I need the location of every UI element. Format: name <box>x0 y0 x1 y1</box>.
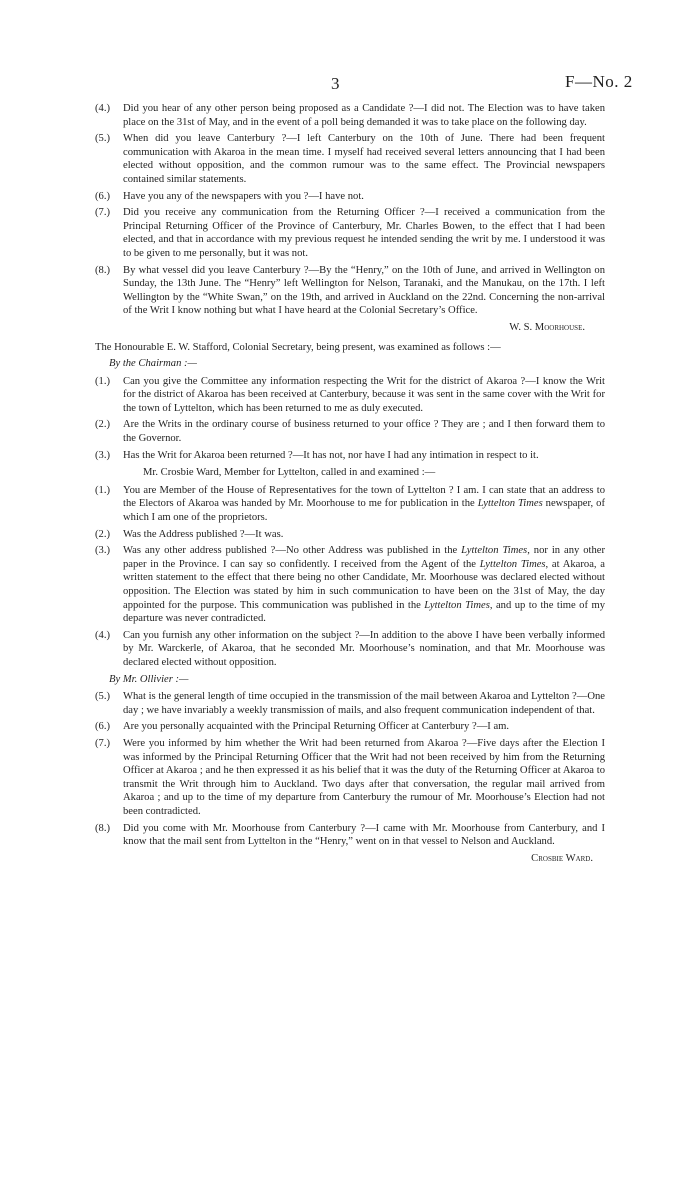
question-text: What is the general length of time occupied in the transmission of the mail between Akaroa and Lyttelton ?—One day ; we have invariably a weekly transmission of mails, and also frequent communication independent of that. <box>123 691 605 716</box>
question-text: Can you give the Committee any information respecting the Writ for the district of Akaroa ?—I know the Writ for the district of Akaroa has been received at Canterbury, because it was sent in the same cover with the Writ for the town of Lyttelton, which has been returned to me as duly executed. <box>123 375 605 414</box>
question-item: (5.) What is the general length of time occupied in the transmission of the mail between Akaroa and Lyttelton ?—One day ; we have invariably a weekly transmission of mails, and also frequent communication independent of that. <box>95 691 605 716</box>
document-body <box>95 102 605 871</box>
question-item: (6.) Have you any of the newspapers with you ?—I have not. <box>95 190 364 202</box>
page-number: 3 <box>331 74 340 93</box>
question-item: (7.) Were you informed by him whether the Writ had been returned from Akaroa ?—Five days after the Election I was informed by the Principal Returning Officer that the Writ had not been received by him from the Returning Officer at Akaroa ; and he then expressed it as his belief that it was the duty of the Returning Officer at Akaroa to transmit the Writ through him to Auckland. Two days after that conversation, the regular mail arrived from Akaroa ; and up to the time of my departure from Canterbury the rumour of Mr. Moorhouse’s Election had not been contradicted. <box>95 737 605 817</box>
question-item: (3.) Has the Writ for Akaroa been returned ?—It has not, nor have I had any intimation in respect to it. <box>95 449 539 461</box>
question-item: (8.) By what vessel did you leave Canterbury ?—By the “Henry,” on the 10th of June, and arrived in Wellington on Sunday, the 13th June. The “Henry” left Wellington for Nelson, Taranaki, and the Manukau, on the 17th. I left Wellington by the “White Swan,” on the 19th, and arrived in Auckland on the 22nd. Concerning the non-arrival of the Writ I know nothing but what I have heard at the Colonial Secretary’s Office. <box>95 264 605 317</box>
question-item: (8.) Did you come with Mr. Moorhouse from Canterbury ?—I came with Mr. Moorhouse from Canterbury, and I know that the mail sent from Lyttelton in the “Henry,” went on in that vessel to Nelson and Auckland. <box>95 822 605 848</box>
question-item: (1.) Can you give the Committee any information respecting the Writ for the district of Akaroa ?—I know the Writ for the district of Akaroa has been received at Canterbury, because it was sent in the same cover with the Writ for the town of Lyttelton, which has been returned to me as duly executed. <box>95 375 605 414</box>
question-text: Are you personally acquainted with the Principal Returning Officer at Canterbury ?—I am. <box>123 721 510 733</box>
question-text: Are the Writs in the ordinary course of business returned to your office ? They are ; and I then forward them to the Governor. <box>123 419 605 445</box>
question-item: (4.) Can you furnish any other information on the subject ?—In addition to the above I have been verbally informed by Mr. Warckerle, of Akaroa, that he seconded Mr. Moorhouse’s nomination, and that Mr. Moorhouse was declared elected without opposition. <box>95 629 605 668</box>
question-text: When did you leave Canterbury ?—I left Canterbury on the 10th of June. There had been frequent communication with Akaroa in the mean time. I myself had received several letters announcing that I had been elected without opposition, and the common rumour was to the same effect. The Provincial newspapers contained similar statements. <box>123 133 605 185</box>
question-item: (1.) You are Member of the House of Representatives for the town of Lyttelton ? I am. I can state that an address to the Electors of Akaroa was handed by Mr. Moorhouse to me for publication in the Lyttelton Times newspaper, of which I am one of the proprietors. <box>95 484 605 524</box>
question-item: (4.) Did you hear of any other person being proposed as a Candidate ?—I did not. The Election was to have taken place on the 31st of May, and in the event of a poll being demanded it was to take place on the following day. <box>95 103 605 128</box>
question-text: Were you informed by him whether the Writ had been returned from Akaroa ?—Five days after the Election I was informed by the Principal Returning Officer that the Writ had not been received by him from the Returning Officer at Akaroa ; and he then expressed it as his belief that it was the duty of the Returning Officer at Akaroa to transmit the Writ through him to Auckland. Two days after that conversation, the regular mail arrived from Akaroa ; and up to the time of my departure from Canterbury the rumour of Mr. Moorhouse’s Election had not been contradicted. <box>123 737 605 817</box>
question-item: (7.) Did you receive any communication from the Returning Officer ?—I received a communication from the Principal Returning Officer of the Province of Canterbury, Mr. Charles Bowen, to the effect that I had been elected, and that in accordance with my previous request he intended sending the writ by me. I understood it was to be given to me personally, but it was not. <box>95 207 605 259</box>
question-text: By what vessel did you leave Canterbury ?—By the “Henry,” on the 10th of June, and arrived in Wellington on Sunday, the 13th June. The “Henry” left Wellington for Nelson, Taranaki, and the Manukau, on the 17th. I left Wellington by the “White Swan,” on the 19th, and arrived in Auckland on the 22nd. Concerning the non-arrival of the Writ I know nothing but what I have heard at the Colonial Secretary’s Office. <box>123 264 605 317</box>
intro-ward: Mr. Crosbie Ward, Member for Lyttelton, called in and examined :— <box>143 467 436 479</box>
question-item: (3.) Was any other address published ?—No other Address was published in the Lyttelton Times, nor in any other paper in the Province. I can say so confidently. I received from the Agent of the Lyttelton Times, at Akaroa, a written statement to the effect that there being no other Candidate, Mr. Moorhouse was declared elected without opposition. The Election was stated by him in such communication to have been on the 31st of May, the day appointed for the purpose. This communication was published in the Lyttelton Times, and up to the time of my departure was never contradicted. <box>95 545 605 625</box>
question-item: (2.) Was the Address published ?—It was. <box>95 528 284 540</box>
question-item: (2.) Are the Writs in the ordinary course of business returned to your office ? They are ; and I then forward them to the Governor. <box>95 419 605 445</box>
question-text: Has the Writ for Akaroa been returned ?—It has not, nor have I had any intimation in respect to it. <box>123 449 539 461</box>
question-text: Have you any of the newspapers with you ?—I have not. <box>123 190 364 202</box>
signature-moorhouse: W. S. Moorhouse. <box>509 321 585 333</box>
signature-ward: Crosbie Ward. <box>531 852 593 864</box>
question-item: (5.) When did you leave Canterbury ?—I left Canterbury on the 10th of June. There had been frequent communication with Akaroa in the mean time. I myself had received several letters announcing that I had been elected without opposition, and the common rumour was to the same effect. The Provincial newspapers contained similar statements. <box>95 133 605 185</box>
question-item: (6.) Are you personally acquainted with the Principal Returning Officer at Canterbury ?—I am. <box>95 721 510 733</box>
question-text: Did you come with Mr. Moorhouse from Canterbury ?—I came with Mr. Moorhouse from Canterbury, and I know that the mail sent from Lyttelton in the “Henry,” went on in that vessel to Nelson and Auckland. <box>123 822 605 848</box>
intro-stafford: The Honourable E. W. Stafford, Colonial Secretary, being present, was examined as follows :— <box>95 341 501 353</box>
question-text: Did you receive any communication from the Returning Officer ?—I received a communication from the Principal Returning Officer of the Province of Canterbury, Mr. Charles Bowen, to the effect that I had been elected, and that in accordance with my previous request he intended sending the writ by me. I understood it was to be given to me personally, but it was not. <box>123 207 605 259</box>
document-reference: F—No. 2 <box>565 72 633 91</box>
question-text: Did you hear of any other person being proposed as a Candidate ?—I did not. The Election was to have taken place on the 31st of May, and in the event of a poll being demanded it was to take place on the following day. <box>123 103 605 128</box>
by-ollivier-heading: By Mr. Ollivier :— <box>109 673 189 685</box>
by-chairman-heading: By the Chairman :— <box>109 358 197 370</box>
